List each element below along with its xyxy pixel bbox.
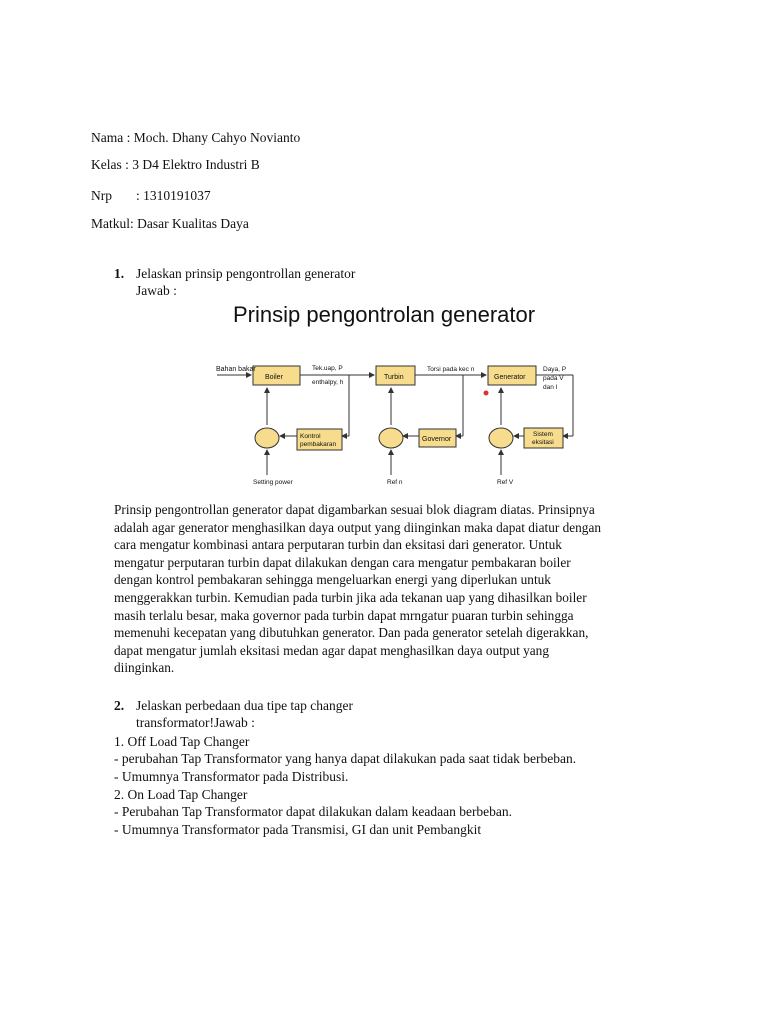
student-name: Nama : Moch. Dhany Cahyo Novianto	[91, 130, 301, 145]
question-2-text-cont: transformator!Jawab :	[136, 715, 255, 730]
label-torsi: Torsi pada kec n	[427, 366, 475, 373]
label-bahan-bakar: Bahan bakar	[216, 366, 256, 373]
red-marker-dot	[484, 391, 489, 396]
label-enthalpy: enthalpy, h	[312, 379, 344, 386]
summing-junction-generator	[489, 428, 513, 448]
diagram-title: Prinsip pengontrolan generator	[233, 302, 536, 327]
label-kontrol: Kontrol	[300, 433, 321, 440]
answer-2-line: - Umumnya Transformator pada Transmisi, GI dan unit Pembangkit	[114, 822, 482, 837]
label-eksitasi: eksitasi	[532, 439, 554, 446]
student-class: Kelas : 3 D4 Elektro Industri B	[91, 157, 260, 172]
label-tek-uap: Tek.uap, P	[312, 365, 343, 372]
generator-control-diagram	[213, 300, 585, 490]
label-sistem: Sistem	[533, 431, 553, 438]
answer-2-line: 2. On Load Tap Changer	[114, 787, 248, 802]
answer-2-line: - Umumnya Transformator pada Distribusi.	[114, 769, 349, 784]
label-daya-3: dan I	[543, 384, 558, 391]
summing-junction-boiler	[255, 428, 279, 448]
label-daya-1: Daya, P	[543, 366, 567, 373]
question-2-number: 2.	[114, 698, 125, 713]
label-governor: Governor	[422, 436, 452, 443]
question-1-explanation: Prinsip pengontrollan generator dapat digambarkan sesuai blok diagram diatas. Prinsipnya adalah agar generator menghasilkan daya output yang diinginkan maka dapat diatur dengan cara mengatur kombinasi antara perputaran turbin dan eksitasi dari generator. Untuk mengatur perputaran turbin dapat dilakukan dengan cara mengatur pembakaran boiler dengan kontrol pembakaran sehingga mengeluarkan energi yang diperlukan untuk menggerakkan turbin. Kemudian pada turbin jika ada tekanan uap yang dihasilkan boiler masih terlalu besar, maka governor pada turbin dapat mrngatur puaran turbin sehingga memenuhi kecepatan yang dibutuhkan generator. Dan pada generator setelah digerakkan, dapat mengatur jumlah eksitasi medan agar dapat menghasilkan daya output yang diinginkan.	[114, 502, 602, 676]
student-nrp-label: Nrp	[91, 188, 112, 203]
label-pembakaran: pembakaran	[300, 441, 337, 448]
answer-2-line: 1. Off Load Tap Changer	[114, 734, 250, 749]
question-1-text: Jelaskan prinsip pengontrollan generator	[136, 266, 356, 281]
summing-junction-turbin	[379, 428, 403, 448]
label-turbin: Turbin	[384, 374, 404, 381]
label-daya-2: pada V	[543, 375, 564, 382]
label-ref-n: Ref n	[387, 479, 403, 486]
label-ref-v: Ref V	[497, 479, 514, 486]
label-boiler: Boiler	[265, 374, 283, 381]
label-setting-power: Setting power	[253, 479, 293, 486]
question-1-answer-label: Jawab :	[136, 283, 177, 298]
course-name: Matkul: Dasar Kualitas Daya	[91, 216, 249, 231]
question-2-text: Jelaskan perbedaan dua tipe tap changer	[136, 698, 354, 713]
answer-2-line: - perubahan Tap Transformator yang hanya dapat dilakukan pada saat tidak berbeban.	[114, 751, 577, 766]
student-nrp-value: : 1310191037	[136, 188, 211, 203]
question-1-number: 1.	[114, 266, 125, 281]
label-generator: Generator	[494, 374, 526, 381]
diagram-svg	[213, 300, 585, 490]
answer-2-line: - Perubahan Tap Transformator dapat dilakukan dalam keadaan berbeban.	[114, 804, 513, 819]
